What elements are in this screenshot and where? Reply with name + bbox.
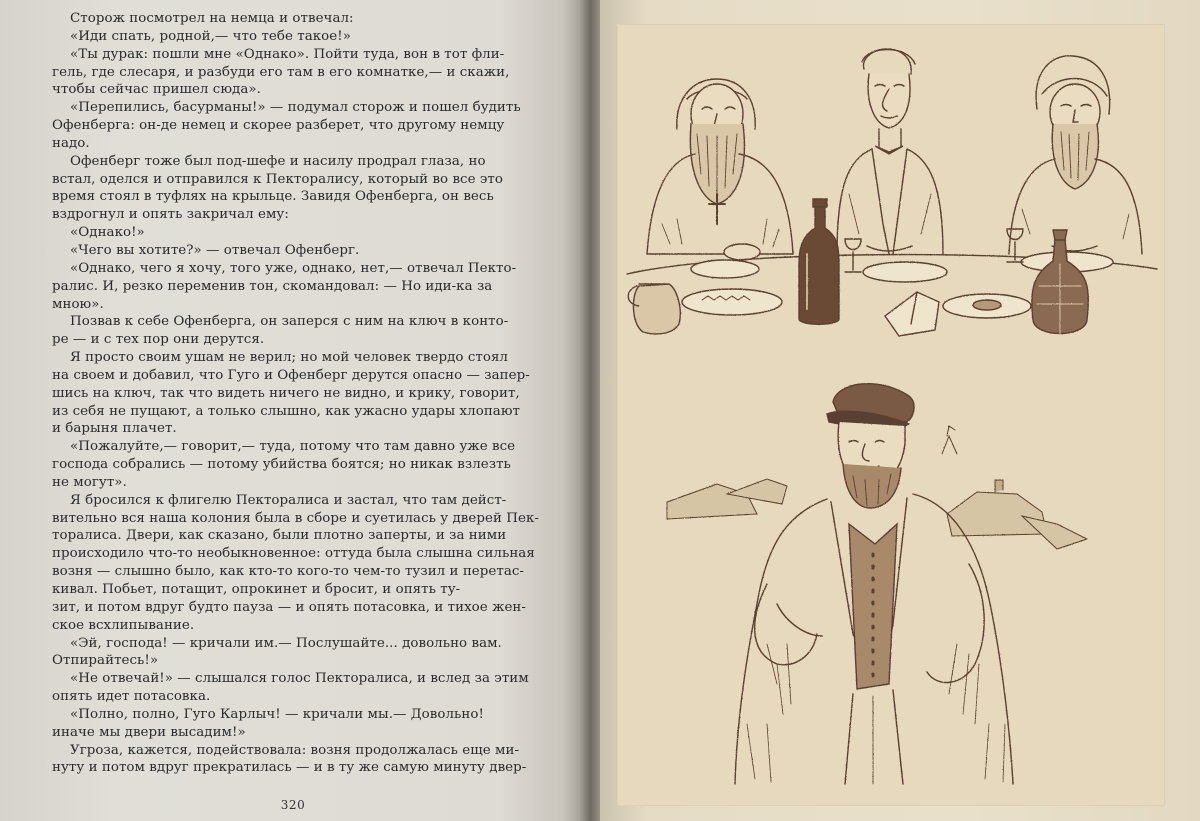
illustration-top-three-men bbox=[627, 49, 1157, 336]
text-line: Я бросился к флигелю Пекторалиса и застал, что там дейст- bbox=[70, 492, 507, 508]
text-line: «Не отвечай!» — слышался голос Пекторалиса, и вслед за этим bbox=[70, 671, 529, 687]
illustration-bottom-man-in-cap bbox=[667, 384, 1087, 784]
text-line: ралис. И, резко переменив тон, скомандовал: — Но иди-ка за bbox=[52, 278, 493, 294]
text-line: «Полно, полно, Гуго Карлыч! — кричали мы.— Довольно! bbox=[70, 706, 484, 722]
text-line: мною». bbox=[52, 296, 104, 312]
text-line: Я просто своим ушам не верил; но мой человек твердо стоял bbox=[70, 350, 508, 366]
text-line: «Иди спать, родной,— что тебе такое!» bbox=[70, 28, 351, 44]
text-line: вительно вся наша колония была в сборе и суетилась у дверей Пек- bbox=[52, 510, 539, 526]
text-line: «Ты дурак: пошли мне «Однако». Пойти туда, вон в тот фли- bbox=[70, 46, 505, 62]
text-line: время стоял в туфлях на крыльце. Завидя Офенберга, он весь bbox=[52, 189, 494, 205]
text-line: торалиса. Двери, как сказано, были плотно заперты, и за ними bbox=[52, 528, 507, 544]
figure-left-priest bbox=[647, 79, 793, 260]
text-line: «Эй, господа! — кричали им.— Послушайте... довольно вам. bbox=[70, 635, 502, 651]
figure-man-in-cap bbox=[735, 384, 1013, 784]
text-line: «Пожалуйте,— говорит,— туда, потому что там давно уже все bbox=[70, 439, 516, 455]
text-line: кивал. Побьет, потащит, опрокинет и бросит, и опять ту- bbox=[52, 582, 461, 597]
text-line: возня — слышно было, как кто-то кого-то чем-то тузил и перетас- bbox=[52, 564, 524, 580]
text-line: надо. bbox=[52, 135, 90, 151]
illustration-plate bbox=[617, 24, 1165, 806]
text-line: Угроза, кажется, подействовала: возня продолжалась еще ми- bbox=[70, 742, 520, 758]
left-page bbox=[0, 0, 586, 821]
table-scene bbox=[627, 199, 1157, 336]
text-line: из себя не пущают, а только слышно, как ужасно удары хлопают bbox=[52, 403, 520, 419]
text-line: «Чего вы хотите?» — отвечал Офенберг. bbox=[70, 242, 360, 258]
right-page bbox=[600, 0, 1200, 821]
text-line: опять идет потасовка. bbox=[52, 689, 211, 705]
text-line: ре — и с тех пор они дерутся. bbox=[52, 332, 265, 348]
figure-middle-gentleman bbox=[837, 49, 943, 254]
text-line: Сторож посмотрел на немца и отвечал: bbox=[70, 11, 354, 26]
text-line: происходило что-то необыкновенное: оттуда была слышна сильная bbox=[52, 546, 535, 562]
text-line: вздрогнул и опять закричал ему: bbox=[52, 207, 289, 223]
text-line: Офенберг тоже был под-шефе и насилу продрал глаза, но bbox=[70, 153, 486, 169]
text-line: «Перепились, басурманы!» — подумал сторож и пошел будить bbox=[70, 100, 521, 116]
text-line: зит, и потом вдруг будто пауза — и опять потасовка, и тихое жен- bbox=[52, 599, 526, 615]
text-line: и барыня плачет. bbox=[52, 421, 177, 437]
text-column bbox=[52, 10, 552, 777]
illustration-drawing bbox=[617, 24, 1165, 806]
text-line: на своем и добавил, что Гуго и Офенберг дерутся опасно — запер- bbox=[52, 367, 530, 383]
text-line: шись на ключ, так что видеть ничего не видно, и крику, говорит, bbox=[52, 385, 520, 401]
text-line: не могут». bbox=[52, 474, 127, 490]
text-line: ское всхлипывание. bbox=[52, 617, 195, 633]
text-line: чтобы сейчас пришел сюда». bbox=[52, 82, 261, 98]
text-line: Офенберга: он-де немец и скорее разберет, что другому немцу bbox=[52, 118, 505, 134]
text-line: нуту и потом вдруг прекратилась — и в ту же самую минуту двер- bbox=[52, 760, 527, 776]
text-line: «Однако, чего я хочу, того уже, однако, нет,— отвечал Пекто- bbox=[70, 260, 517, 276]
text-line: встал, оделся и отправился к Пекторалису, который во все это bbox=[52, 171, 503, 187]
figure-right-bearded bbox=[1009, 56, 1142, 254]
page-number: 320 bbox=[280, 798, 306, 812]
text-line: Позвав к себе Офенберга, он заперся с ним на ключ в конто- bbox=[70, 314, 509, 330]
text-line: «Однако!» bbox=[70, 225, 145, 241]
text-line: Отпирайтесь!» bbox=[52, 653, 159, 669]
text-line: гель, где слесаря, и разбуди его там в его комнатке,— и скажи, bbox=[52, 64, 510, 80]
text-line: иначе мы двери высадим!» bbox=[52, 724, 246, 740]
text-line: господа собрались — потому убийства боятся; но никак взлезть bbox=[52, 457, 511, 473]
